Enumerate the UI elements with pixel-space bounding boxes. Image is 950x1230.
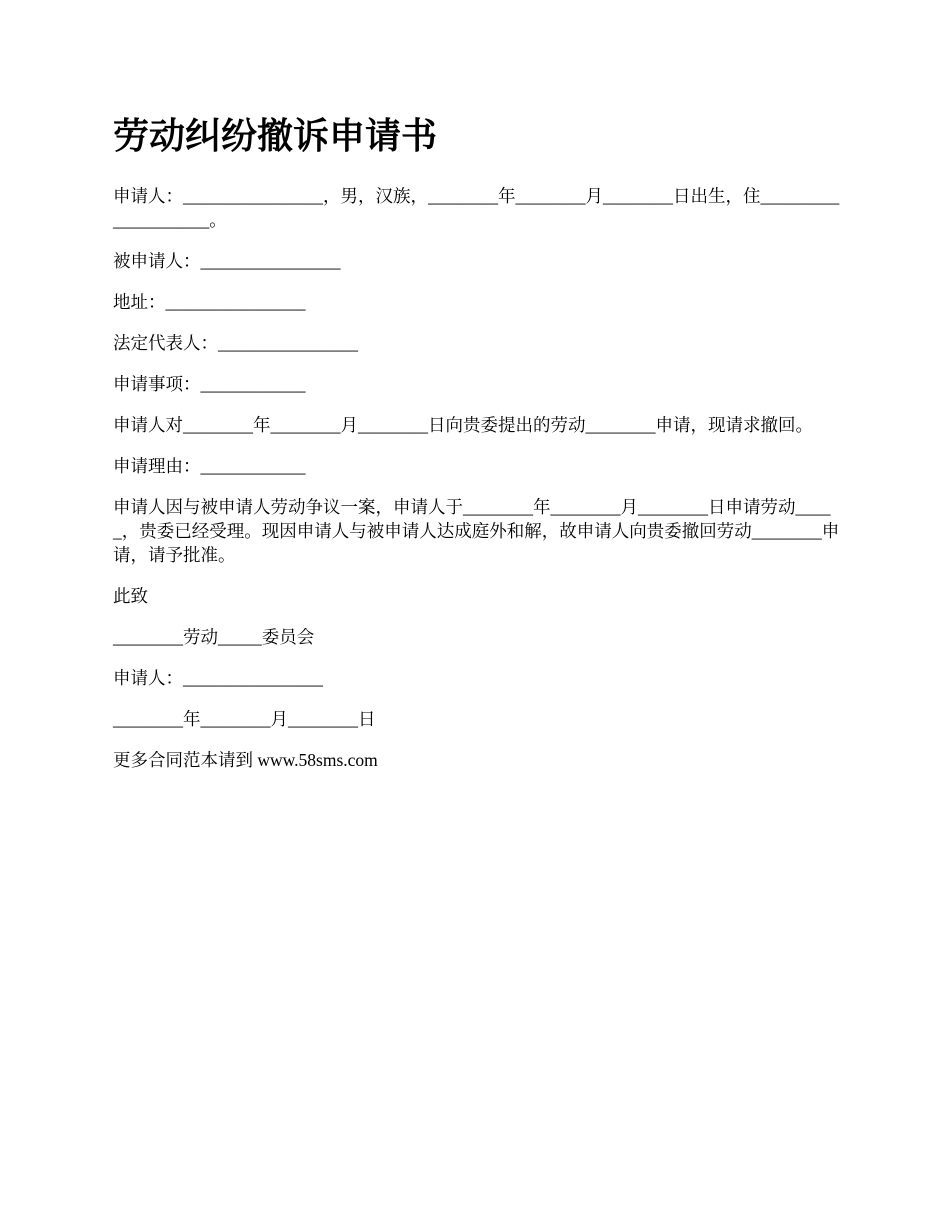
respondent-line: 被申请人：________________ xyxy=(113,251,341,271)
reason-content-paragraph: 申请人因与被申请人劳动争议一案，申请人于________年________月________日申请劳动_____，贵委已经受理。现因申请人与被申请人达成庭外和解，故申请人向贵委撤回劳动________申请，请予批准。 xyxy=(113,497,840,565)
request-content-paragraph: 申请人对________年________月________日向贵委提出的劳动________申请，现请求撤回。 xyxy=(113,415,813,435)
reason-line: 申请理由：____________ xyxy=(113,456,306,476)
salutation-line: 此致 xyxy=(113,586,148,606)
footer-link-text: 更多合同范本请到 www.58sms.com xyxy=(113,750,378,770)
address-line: 地址：________________ xyxy=(113,292,306,312)
applicant-info-paragraph: 申请人：________________，男，汉族，________年________月________日出生，住____________________。 xyxy=(113,186,840,230)
date-line: ________年________月________日 xyxy=(113,709,376,729)
signature-applicant-line: 申请人：________________ xyxy=(113,668,323,688)
document-title: 劳动纠纷撤诉申请书 xyxy=(113,116,438,156)
document-page xyxy=(113,110,843,789)
legal-representative-line: 法定代表人：________________ xyxy=(113,333,358,353)
request-matter-line: 申请事项：____________ xyxy=(113,374,306,394)
committee-line: ________劳动_____委员会 xyxy=(113,627,315,647)
